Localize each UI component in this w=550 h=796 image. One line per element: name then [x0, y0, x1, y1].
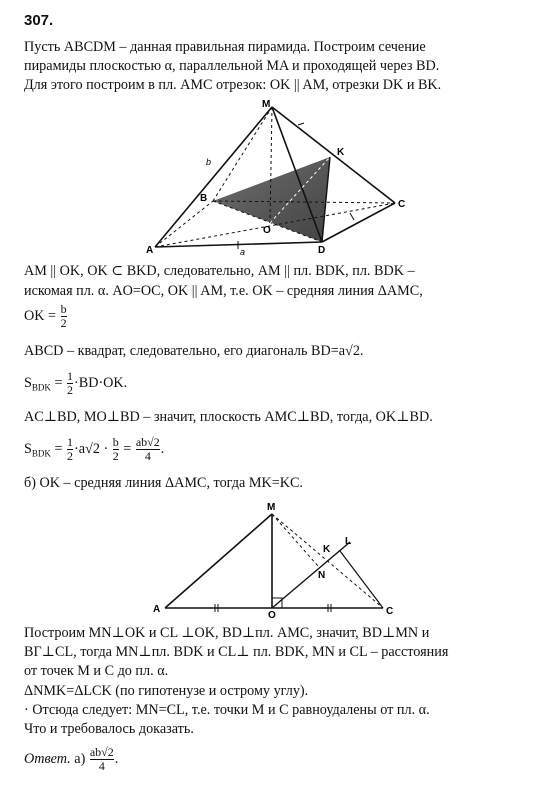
- body-line-1: AM || OK, OK ⊂ BKD, следовательно, AM || пл. BDK, пл. BDK –: [24, 263, 415, 279]
- label-edge-b: b: [206, 157, 212, 167]
- body-line-2: искомая пл. α. AO=OC, OK || AM, т.е. OK – средняя линия ΔAMC,: [24, 283, 423, 299]
- conclusion-line-5: · Отсюда следует: MN=CL, т.е. точки M и C равноудалены от пл. α.: [24, 702, 430, 718]
- intro-line-1: Пусть ABCDM – данная правильная пирамида. Построим сечение: [24, 39, 426, 55]
- label-m: M: [262, 99, 271, 110]
- body-line-7: $S_{BDK}$ = $\frac{1}{2}$ ·a√2 · $\frac{b}{2}$ = $\frac{ab√2}{4}$ .: [24, 435, 165, 463]
- label-k: K: [323, 544, 331, 555]
- label-m: M: [267, 502, 276, 513]
- body-line-8: б) OK – средняя линия ΔAMC, тогда MK=KC.: [24, 475, 303, 491]
- label-c: C: [386, 606, 394, 617]
- edge-ma: [155, 107, 272, 247]
- label-d: D: [318, 245, 326, 255]
- label-a: A: [153, 604, 161, 615]
- answer-line: Ответ. а) $\frac{ab√2}{4}$ .: [24, 745, 119, 773]
- intro-line-2: пирамиды плоскостью α, параллельной MA и проходящей через BD.: [24, 58, 440, 74]
- conclusion-line-6: Что и требовалось доказать.: [24, 721, 194, 737]
- problem-number: 307.: [24, 12, 54, 29]
- segment-mn: [272, 514, 318, 566]
- conclusion-line-3: от точек M и C до пл. α.: [24, 663, 169, 679]
- pyramid-figure: [0, 95, 550, 255]
- conclusion-line-1: Построим MN⊥OK и CL ⊥OK, BD⊥пл. AMC, значит, BD⊥MN и: [24, 625, 430, 641]
- label-o: O: [268, 610, 276, 618]
- label-a: A: [146, 245, 154, 255]
- edge-dc: [322, 203, 395, 242]
- conclusion-line-4: ΔNMK=ΔLCK (по гипотенузе и острому углу).: [24, 683, 309, 699]
- label-b: B: [200, 193, 208, 204]
- side-am: [165, 514, 272, 608]
- label-o: O: [263, 225, 271, 236]
- body-line-3: OK = $\frac{b}{2}$: [24, 302, 67, 330]
- intro-line-3: Для этого построим в пл. AMC отрезок: OK || AM, отрезки DK и BK.: [24, 77, 442, 93]
- section-bdk: [213, 157, 330, 242]
- label-k: K: [337, 147, 345, 158]
- label-c: C: [398, 199, 406, 210]
- edge-ab: [155, 201, 213, 247]
- conclusion-line-2: BГ⊥CL, тогда MN⊥пл. BDK и CL⊥ пл. BDK, MN и CL – расстояния: [24, 644, 449, 660]
- body-line-4: ABCD – квадрат, следовательно, его диагональ BD=a√2.: [24, 343, 364, 359]
- body-line-5: $S_{BDK}$ = $\frac{1}{2}$ ·BD·OK.: [24, 369, 128, 397]
- triangle-figure: [0, 496, 550, 618]
- label-edge-a: a: [240, 247, 246, 255]
- body-line-6: AC⊥BD, MO⊥BD – значит, плоскость AMC⊥BD, тогда, OK⊥BD.: [24, 409, 433, 425]
- label-l: L: [345, 536, 352, 547]
- segment-cl: [340, 551, 383, 608]
- segment-ok: [272, 542, 350, 608]
- label-n: N: [318, 570, 326, 581]
